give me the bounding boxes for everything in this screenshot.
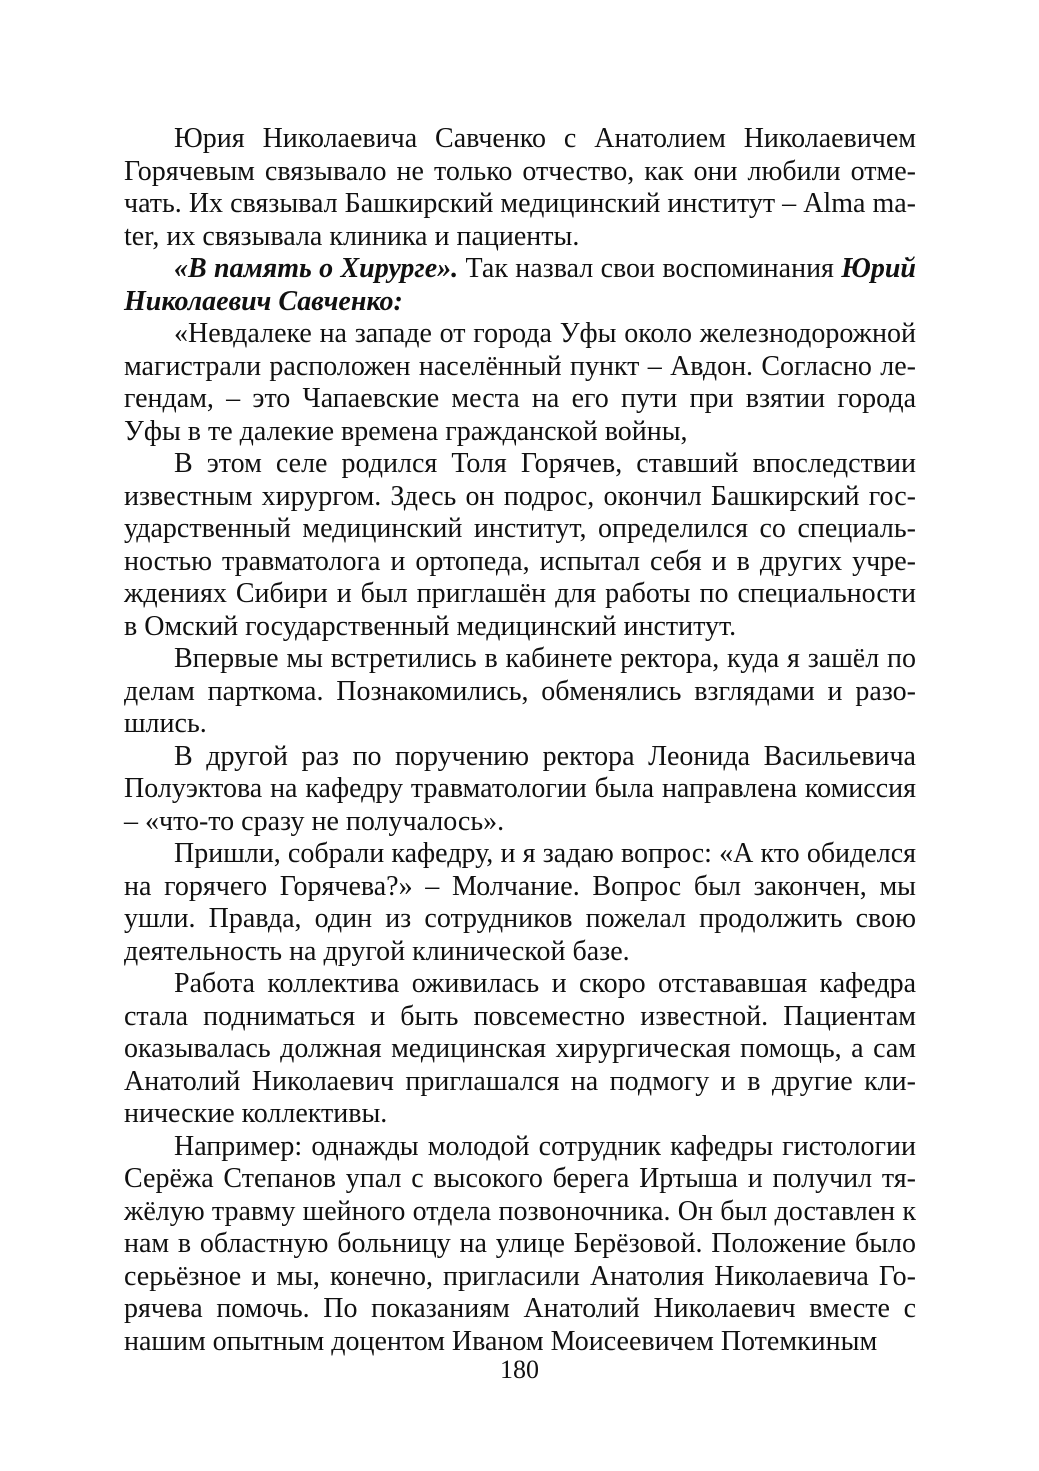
paragraph-1: Юрия Николаевича Савченко с Анатолием Николаевичем Горячевым связывало не только отчество, как они любили отмечать. Их связывал Башкирский медицинский институт – Alma mater, их связывала клиника и пациенты. <box>124 123 916 252</box>
paragraph-4: В этом селе родился Толя Горячев, ставший впоследствии известным хирургом. Здесь он подрос, окончил Башкирский государственный медицинский институт, определился со специальностью травматолога и ортопеда, испытал себя и в других учреждениях Сибири и был приглашён для работы по специальности в Омский государственный медицинский институт. <box>124 448 916 642</box>
memoir-title: «В память о Хирурге». <box>174 253 459 284</box>
memoir-intro-text: Так назвал свои воспоминания <box>458 253 842 284</box>
paragraph-5: Впервые мы встретились в кабинете ректора, куда я зашёл по делам парткома. Познакомились, обменялись взглядами и разошлись. <box>124 643 916 739</box>
page-body <box>124 123 916 1358</box>
paragraph-3: «Невдалеке на западе от города Уфы около железнодорожной магистрали расположен населённый пункт – Авдон. Согласно легендам, – это Чапаевские места на его пути при взятии города Уфы в те далекие времена гражданской войны, <box>124 318 916 447</box>
paragraph-heading <box>124 253 916 318</box>
page-number: 180 <box>500 1355 539 1384</box>
paragraph-9: Например: однажды молодой сотрудник кафедры гистологии Серёжа Степанов упал с высокого берега Иртыша и получил тяжёлую травму шейного отдела позвоночника. Он был доставлен к нам в областную больницу на улице Берёзовой. Положение было серьёзное и мы, конечно, пригласили Анатолия Николаевича Горячева помочь. По показаниям Анатолий Николаевич вместе с нашим опытным доцентом Иваном Моисеевичем Потемкиным <box>124 1130 916 1357</box>
paragraph-7: Пришли, собрали кафедру, и я задаю вопрос: «А кто обиделся на горячего Горячева?» – Молчание. Вопрос был закончен, мы ушли. Правда, один из сотрудников пожелал продолжить свою деятельность на другой клинической базе. <box>124 838 916 967</box>
memoir-author: Юрий Николаевич Савченко: <box>124 253 916 317</box>
paragraph-8: Работа коллектива оживилась и скоро отстававшая кафедра стала подниматься и быть повсеместно известной. Пациентам оказывалась должная медицинская хирургическая помощь, а сам Анатолий Николаевич приглашался на подмогу и в другие клинические коллективы. <box>124 968 916 1129</box>
paragraph-6: В другой раз по поручению ректора Леонида Васильевича Полуэктова на кафедру травматологии была направлена комиссия – «что-то сразу не получалось». <box>124 740 916 837</box>
